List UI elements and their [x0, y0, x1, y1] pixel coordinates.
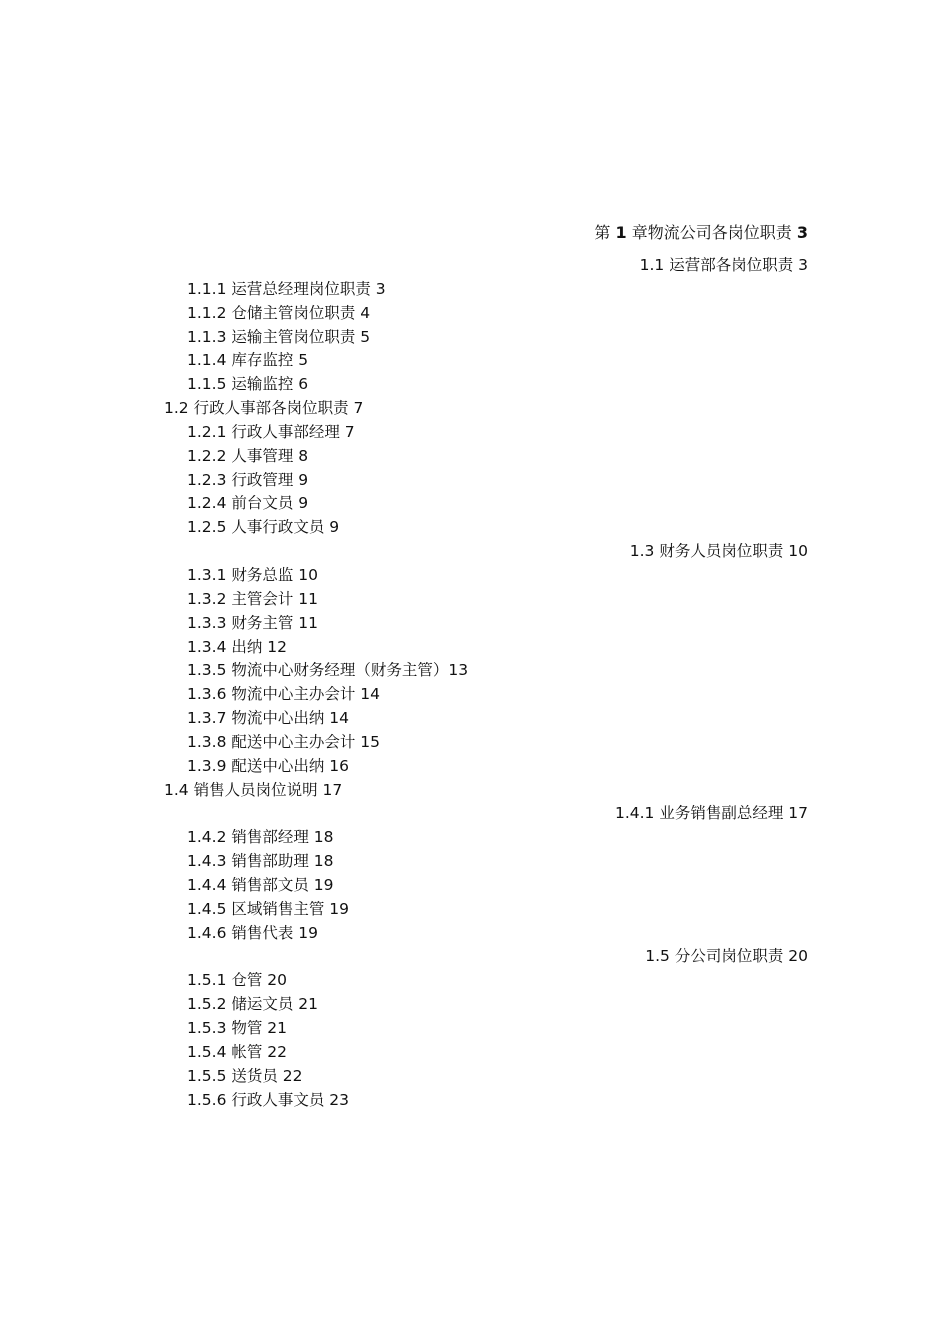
toc-entry[interactable]: 1.2.3 行政管理 9: [187, 470, 309, 489]
toc-entry[interactable]: 1.4.1 业务销售副总经理 17: [614, 804, 808, 823]
chapter-prefix: 第: [594, 223, 611, 242]
toc-entry[interactable]: 1.5.5 送货员 22: [187, 1066, 303, 1085]
toc-entry[interactable]: 1.1.4 库存监控 5: [187, 351, 309, 370]
toc-entry[interactable]: 1.3 财务人员岗位职责 10: [629, 542, 808, 561]
toc-entry[interactable]: 1.2.5 人事行政文员 9: [187, 518, 340, 537]
toc-entry[interactable]: 1.1.3 运输主管岗位职责 5: [187, 327, 371, 346]
toc-entry[interactable]: 1.1.2 仓储主管岗位职责 4: [187, 303, 371, 322]
chapter-number: 1: [615, 223, 627, 242]
toc-entry[interactable]: 1.4.4 销售部文员 19: [187, 875, 334, 894]
toc-entry[interactable]: 1.5 分公司岗位职责 20: [645, 947, 808, 966]
toc-entry[interactable]: 1.2.4 前台文员 9: [187, 494, 309, 513]
toc-entry[interactable]: 1.4.6 销售代表 19: [187, 923, 319, 942]
toc-entry[interactable]: 1.4 销售人员岗位说明 17: [164, 780, 343, 799]
toc-entry[interactable]: 1.1.1 运营总经理岗位职责 3: [187, 279, 386, 298]
toc-entry[interactable]: 1.4.3 销售部助理 18: [187, 852, 334, 871]
table-of-contents: [0, 254, 950, 1112]
toc-entry[interactable]: 1.3.5 物流中心财务经理（财务主管）13: [187, 661, 469, 680]
toc-entry[interactable]: 1.3.2 主管会计 11: [187, 589, 319, 608]
toc-entry[interactable]: 1.3.1 财务总监 10: [187, 565, 319, 584]
toc-entry[interactable]: 1.4.5 区域销售主管 19: [187, 899, 350, 918]
toc-entry[interactable]: 1.2.1 行政人事部经理 7: [187, 422, 355, 441]
toc-entry[interactable]: 1.5.3 物管 21: [187, 1019, 288, 1037]
toc-entry[interactable]: 1.2 行政人事部各岗位职责 7: [164, 399, 364, 418]
toc-entry[interactable]: 1.5.2 储运文员 21: [187, 995, 319, 1014]
toc-entry[interactable]: 1.5.6 行政人事文员 23: [187, 1090, 350, 1109]
toc-entry[interactable]: 1.3.3 财务主管 11: [187, 613, 319, 632]
chapter-heading[interactable]: [594, 222, 808, 244]
toc-entry[interactable]: 1.3.8 配送中心主办会计 15: [187, 732, 381, 751]
toc-entry[interactable]: 1.1.5 运输监控 6: [187, 375, 309, 394]
toc-entry[interactable]: 1.5.4 帐管 22: [187, 1042, 288, 1061]
toc-entry[interactable]: 1.3.4 出纳 12: [187, 637, 288, 656]
toc-entry[interactable]: 1.4.2 销售部经理 18: [187, 828, 334, 847]
toc-entry[interactable]: 1.1 运营部各岗位职责 3: [639, 256, 808, 274]
chapter-page-number: 3: [796, 223, 808, 242]
toc-entry[interactable]: 1.2.2 人事管理 8: [187, 446, 309, 465]
toc-entry[interactable]: 1.5.1 仓管 20: [187, 971, 288, 990]
chapter-title: 章物流公司各岗位职责: [631, 223, 792, 242]
toc-entry[interactable]: 1.3.9 配送中心出纳 16: [187, 756, 350, 775]
toc-entry[interactable]: 1.3.7 物流中心出纳 14: [187, 709, 350, 728]
toc-entry[interactable]: 1.3.6 物流中心主办会计 14: [187, 685, 381, 704]
